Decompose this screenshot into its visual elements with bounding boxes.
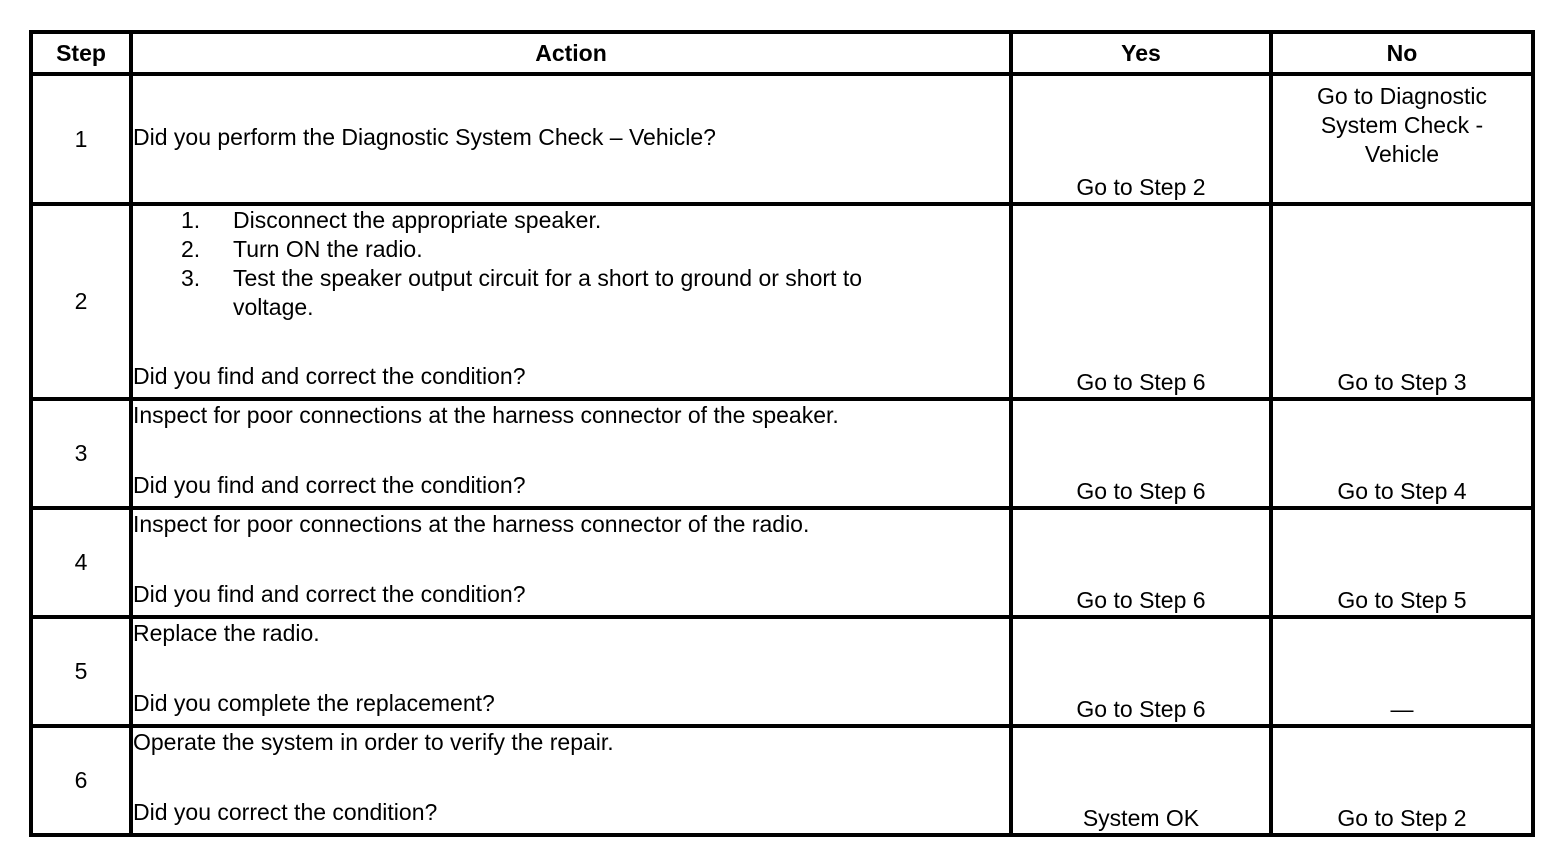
action-cell xyxy=(131,508,1011,617)
table-row xyxy=(31,617,1533,726)
action-instruction: Inspect for poor connections at the harness connector of the radio. xyxy=(133,511,810,537)
step-number: 1 xyxy=(31,74,131,204)
action-cell xyxy=(131,74,1011,204)
action-instruction: Operate the system in order to verify the repair. xyxy=(133,729,614,755)
substep-number: 3. xyxy=(181,265,201,291)
table-row xyxy=(31,726,1533,835)
substep-number: 2. xyxy=(181,236,201,262)
diagnostic-table xyxy=(29,30,1535,837)
no-cell: Go to Step 2 xyxy=(1271,726,1533,835)
header-row xyxy=(31,32,1533,74)
yes-cell: Go to Step 6 xyxy=(1011,508,1271,617)
no-cell: — xyxy=(1271,617,1533,726)
list-item xyxy=(133,235,1009,264)
action-question: Did you correct the condition? xyxy=(133,799,438,825)
yes-cell: Go to Step 6 xyxy=(1011,204,1271,399)
list-item xyxy=(133,206,1009,235)
header-yes: Yes xyxy=(1011,32,1271,74)
no-cell-text: Go to Diagnostic System Check - Vehicle xyxy=(1316,83,1488,167)
substep-text: Disconnect the appropriate speaker. xyxy=(233,207,602,233)
no-cell xyxy=(1271,74,1533,204)
no-cell: Go to Step 4 xyxy=(1271,399,1533,508)
action-cell xyxy=(131,399,1011,508)
step-number: 6 xyxy=(31,726,131,835)
table-row xyxy=(31,74,1533,204)
no-cell: Go to Step 5 xyxy=(1271,508,1533,617)
list-item xyxy=(133,264,1009,322)
step-number: 2 xyxy=(31,204,131,399)
step-number: 5 xyxy=(31,617,131,726)
action-instruction: Inspect for poor connections at the harness connector of the speaker. xyxy=(133,402,839,428)
header-step: Step xyxy=(31,32,131,74)
action-cell xyxy=(131,726,1011,835)
substep-text: Turn ON the radio. xyxy=(233,236,423,262)
action-question: Did you find and correct the condition? xyxy=(133,472,526,498)
step-number: 3 xyxy=(31,399,131,508)
table-row xyxy=(31,508,1533,617)
header-no: No xyxy=(1271,32,1533,74)
no-cell: Go to Step 3 xyxy=(1271,204,1533,399)
yes-cell: Go to Step 2 xyxy=(1011,74,1271,204)
action-question: Did you perform the Diagnostic System Check – Vehicle? xyxy=(133,123,716,150)
substep-text: Test the speaker output circuit for a short to ground or short to voltage. xyxy=(233,265,862,320)
yes-cell: Go to Step 6 xyxy=(1011,399,1271,508)
action-question: Did you find and correct the condition? xyxy=(133,363,526,389)
substep-number: 1. xyxy=(181,207,201,233)
step-number: 4 xyxy=(31,508,131,617)
action-cell xyxy=(131,617,1011,726)
table-row xyxy=(31,399,1533,508)
header-action: Action xyxy=(131,32,1011,74)
yes-cell: System OK xyxy=(1011,726,1271,835)
action-cell xyxy=(131,204,1011,399)
action-question: Did you complete the replacement? xyxy=(133,690,495,716)
yes-cell: Go to Step 6 xyxy=(1011,617,1271,726)
substep-list xyxy=(133,206,1009,322)
action-question: Did you find and correct the condition? xyxy=(133,581,526,607)
table-row xyxy=(31,204,1533,399)
action-instruction: Replace the radio. xyxy=(133,620,320,646)
